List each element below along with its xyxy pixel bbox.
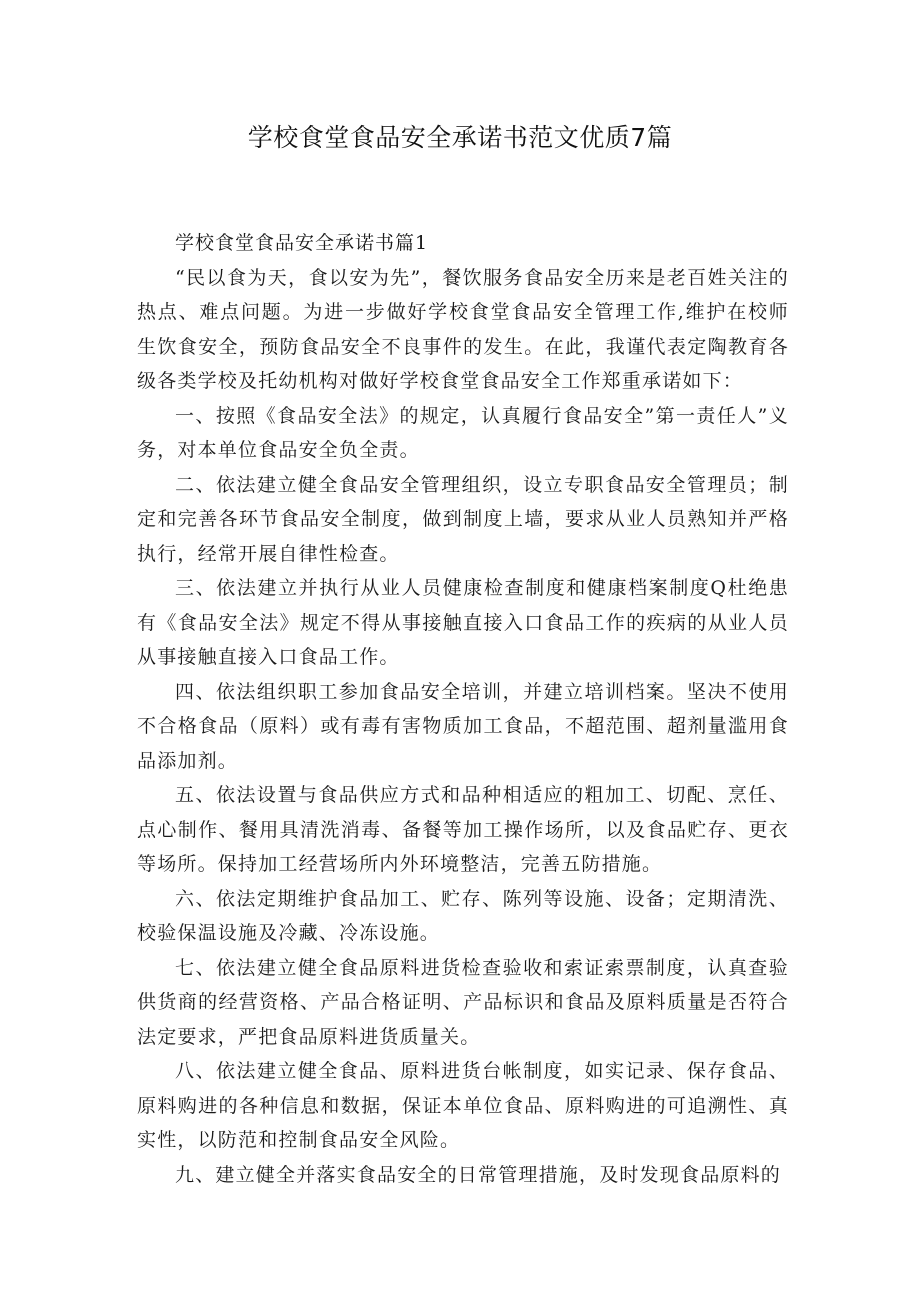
- paragraph-item-8: 八、依法建立健全食品、原料进货台帐制度，如实记录、保存食品、原料购进的各种信息和数据，保证本单位食品、原料购进的可追溯性、真实性，以防范和控制食品安全风险。: [137, 1060, 789, 1151]
- paragraph-item-7: 七、依法建立健全食品原料进货检查验收和索证索票制度，认真查验供货商的经营资格、产品合格证明、产品标识和食品及原料质量是否符合法定要求，严把食品原料进货质量关。: [137, 956, 789, 1048]
- document-title: 学校食堂食品安全承诺书范文优质7篇: [247, 123, 673, 152]
- document-body: [137, 226, 789, 1192]
- paragraph-item-2: 二、依法建立健全食品安全管理组织，设立专职食品安全管理员；制定和完善各环节食品安全制度，做到制度上墙，要求从业人员熟知并严格执行，经常开展自律性检查。: [137, 473, 789, 565]
- section-heading: 学校食堂食品安全承诺书篇1: [175, 232, 429, 254]
- paragraph-item-1: 一、按照《食品安全法》的规定，认真履行食品安全”第一责任人”义务，对本单位食品安全负全责。: [137, 404, 789, 461]
- paragraph-intro: “民以食为天，食以安为先”，餐饮服务食品安全历来是老百姓关注的热点、难点问题。为进一步做好学校食堂食品安全管理工作,维护在校师生饮食安全，预防食品安全不良事件的发生。在此，我谨代表定陶教育各级各类学校及托幼机构对做好学校食堂食品安全工作郑重承诺如下：: [137, 266, 789, 392]
- paragraph-item-6: 六、依法定期维护食品加工、贮存、陈列等设施、设备；定期清洗、校验保温设施及冷藏、冷冻设施。: [137, 887, 789, 944]
- paragraph-item-9: 九、建立健全并落实食品安全的日常管理措施，及时发现食品原料的: [175, 1163, 782, 1186]
- paragraph-item-4: 四、依法组织职工参加食品安全培训，并建立培训档案。坚决不使用不合格食品（原料）或有毒有害物质加工食品，不超范围、超剂量滥用食品添加剂。: [137, 680, 789, 772]
- paragraph-item-5: 五、依法设置与食品供应方式和品种相适应的粗加工、切配、烹任、点心制作、餐用具清洗消毒、备餐等加工操作场所，以及食品贮存、更衣等场所。保持加工经营场所内外环境整洁，完善五防措施。: [137, 784, 789, 875]
- paragraph-item-3: 三、依法建立并执行从业人员健康检查制度和健康档案制度Q杜绝患有《食品安全法》规定不得从事接触直接入口食品工作的疾病的从业人员从事接触直接入口食品工作。: [137, 577, 789, 668]
